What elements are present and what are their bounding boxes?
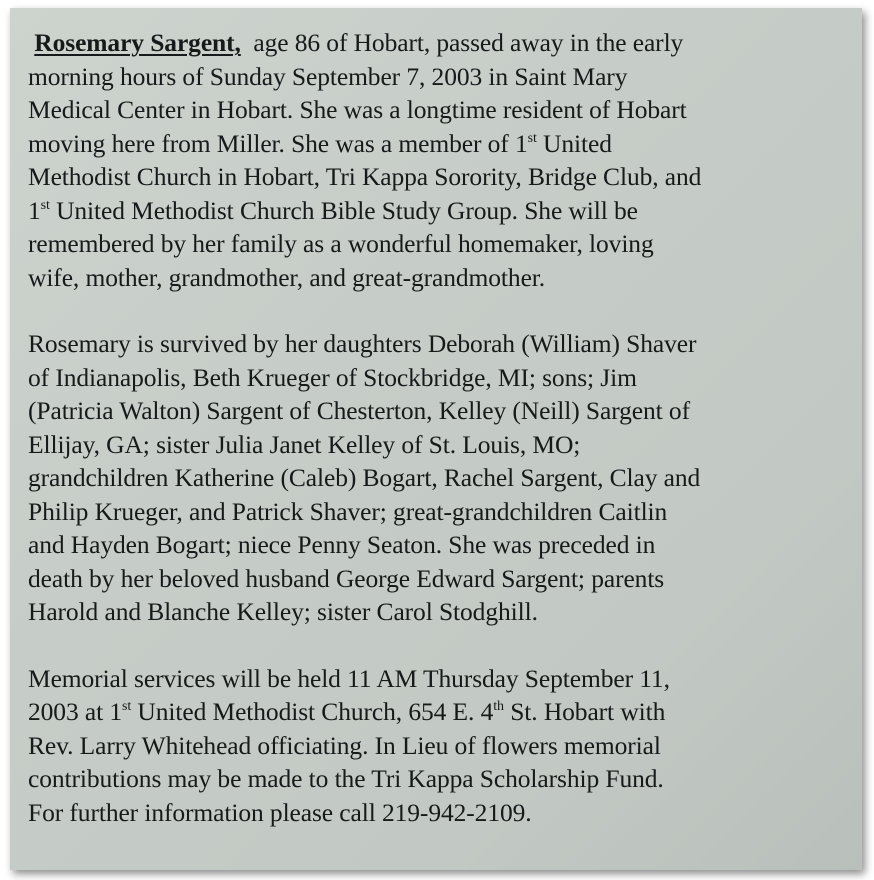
line: morning hours of Sunday September 7, 2003 in Saint Mary	[28, 61, 628, 91]
line: 1st United Methodist Church Bible Study Group. She will be	[28, 195, 638, 225]
line: of Indianapolis, Beth Krueger of Stockbridge, MI; sons; Jim	[28, 362, 637, 392]
line: and Hayden Bogart; niece Penny Seaton. She was preceded in	[28, 530, 656, 559]
line: remembered by her family as a wonderful homemaker, loving	[28, 229, 654, 258]
ordinal-suffix: st	[527, 130, 537, 146]
line: Rosemary is survived by her daughters Deborah (William) Shaver	[28, 329, 697, 358]
obituary-text	[28, 26, 858, 829]
line: grandchildren Katherine (Caleb) Bogart, Rachel Sargent, Clay and	[28, 463, 701, 492]
line: Philip Krueger, and Patrick Shaver; great-grandchildren Caitlin	[28, 496, 668, 526]
line: Ellijay, GA; sister Julia Janet Kelley of St. Louis, MO;	[28, 429, 581, 459]
line: death by her beloved husband George Edward Sargent; parents	[28, 563, 665, 593]
line: wife, mother, grandmother, and great-grandmother.	[28, 262, 546, 292]
line: contributions may be made to the Tri Kappa Scholarship Fund.	[28, 764, 664, 793]
line: Rev. Larry Whitehead officiating. In Lieu of flowers memorial	[28, 730, 661, 760]
obituary-paper	[10, 8, 862, 870]
line: Harold and Blanche Kelley; sister Carol Stodghill.	[28, 597, 538, 626]
deceased-name: Rosemary Sargent,	[34, 28, 241, 57]
line: (Patricia Walton) Sargent of Chesterton, Kelley (Neill) Sargent of	[28, 396, 690, 425]
line: For further information please call 219-942-2109.	[28, 797, 532, 827]
ordinal-suffix: st	[122, 699, 132, 714]
paragraph-services	[28, 662, 858, 830]
line: Medical Center in Hobart. She was a longtime resident of Hobart	[28, 95, 687, 124]
paragraph-gap	[28, 629, 858, 662]
paragraph-survivors	[28, 327, 858, 629]
line: Rosemary Sargent, age 86 of Hobart, passed away in the early	[34, 28, 684, 57]
ordinal-suffix: th	[493, 699, 504, 714]
line: Methodist Church in Hobart, Tri Kappa Sorority, Bridge Club, and	[28, 162, 702, 191]
line: Memorial services will be held 11 AM Thursday September 11,	[28, 663, 670, 693]
ordinal-suffix: st	[40, 197, 50, 213]
paragraph-gap	[28, 294, 858, 327]
line: 2003 at 1st United Methodist Church, 654 E. 4th St. Hobart with	[28, 697, 666, 726]
paragraph-biography	[28, 26, 858, 294]
line: moving here from Miller. She was a member of 1st United	[28, 128, 612, 158]
